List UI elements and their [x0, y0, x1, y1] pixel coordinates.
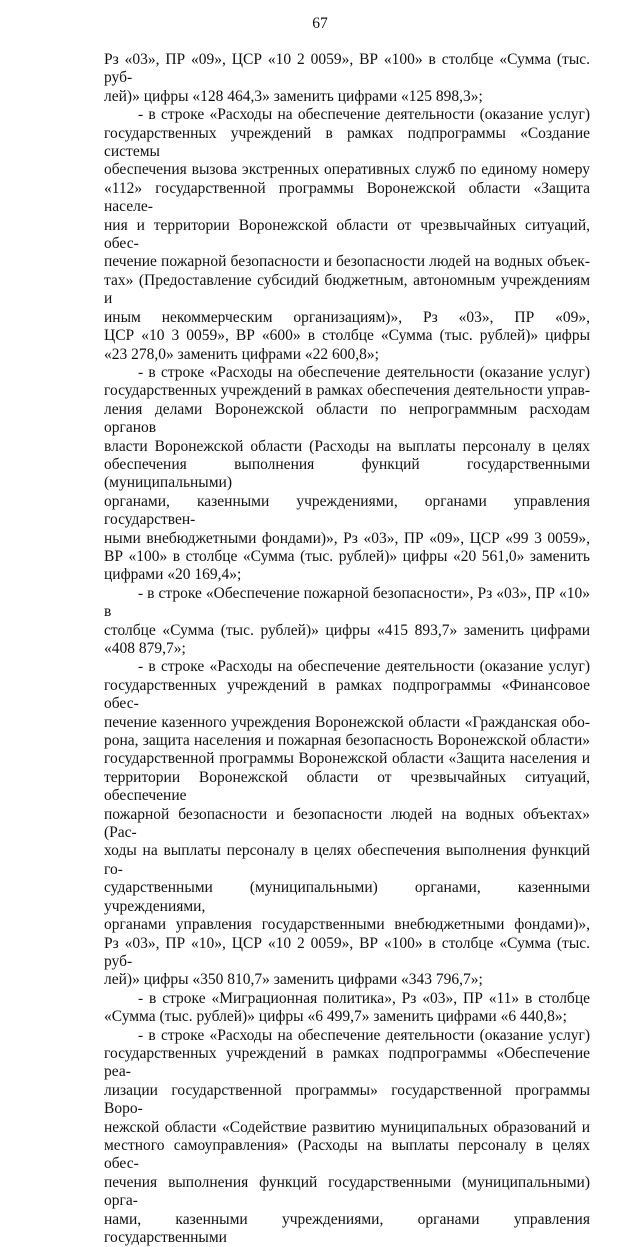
text-line: обеспечения вызова экстренных оперативных служб по единому номеру: [104, 161, 590, 179]
text-line: - в строке «Расходы на обеспечение деятельности (оказание услуг): [138, 363, 590, 381]
text-line: государственных учреждений в рамках подпрограммы «Финансовое обес-: [104, 676, 590, 713]
text-line: - в строке «Расходы на обеспечение деятельности (оказание услуг): [138, 106, 590, 124]
text-line: нами, казенными учреждениями, органами управления государственными: [104, 1210, 590, 1246]
text-line: столбце «Сумма (тыс. рублей)» цифры «415 893,7» заменить цифрами: [104, 621, 590, 639]
text-line: цифрами «20 169,4»;: [104, 566, 242, 584]
text-line: печение казенного учреждения Воронежской области «Гражданская обо-: [104, 713, 590, 731]
text-line: лей)» цифры «350 810,7» заменить цифрами «343 796,7»;: [104, 971, 483, 989]
text-line: «112» государственной программы Воронежской области «Защита населе-: [104, 179, 590, 216]
text-line: тах» (Предоставление субсидий бюджетным, автономным учреждениям и: [104, 271, 590, 308]
text-line: - в строке «Обеспечение пожарной безопасности», Рз «03», ПР «10» в: [104, 584, 590, 621]
text-line: Рз «03», ПР «10», ЦСР «10 2 0059», ВР «100» в столбце «Сумма (тыс. руб-: [104, 934, 590, 970]
text-line: органами управления государственными внебюджетными фондами)»,: [104, 916, 590, 934]
text-line: печение пожарной безопасности и безопасности людей на водных объек-: [104, 253, 590, 271]
text-line: территории Воронежской области от чрезвычайных ситуаций, обеспечение: [104, 768, 590, 805]
text-line: государственных учреждений в рамках обеспечения деятельности управ-: [104, 382, 590, 400]
text-line: обеспечения выполнения функций государственными (муниципальными): [104, 455, 590, 492]
text-line: ЦСР «10 3 0059», ВР «600» в столбце «Сумма (тыс. рублей)» цифры: [104, 327, 590, 345]
text-line: государственных учреждений в рамках подпрограммы «Обеспечение реа-: [104, 1044, 590, 1081]
text-line: власти Воронежской области (Расходы на выплаты персоналу в целях: [104, 437, 590, 455]
text-line: государственных учреждений в рамках подпрограммы «Создание системы: [104, 124, 590, 161]
text-line: - в строке «Расходы на обеспечение деятельности (оказание услуг): [138, 658, 590, 676]
text-line: лей)» цифры «128 464,3» заменить цифрами «125 898,3»;: [104, 87, 483, 105]
text-line: ходы на выплаты персоналу в целях обеспечения выполнения функций го-: [104, 842, 590, 878]
text-line: сударственными (муниципальными) органами, казенными учреждениями,: [104, 879, 590, 915]
text-line: ными внебюджетными фондами)», Рз «03», ПР «09», ЦСР «99 3 0059»,: [104, 529, 590, 547]
text-line: ления делами Воронежской области по непрограммным расходам органов: [104, 400, 590, 437]
text-line: местного самоуправления» (Расходы на выплаты персоналу в целях обес-: [104, 1136, 590, 1173]
text-line: печения выполнения функций государственными (муниципальными) орга-: [104, 1173, 590, 1210]
text-line: государственной программы Воронежской области «Защита населения и: [104, 750, 590, 768]
text-line: ния и территории Воронежской области от чрезвычайных ситуаций, обес-: [104, 216, 590, 253]
text-line: пожарной безопасности и безопасности людей на водных объектах» (Рас-: [104, 805, 590, 842]
text-line: «23 278,0» заменить цифрами «22 600,8»;: [104, 345, 379, 363]
text-line: Рз «03», ПР «09», ЦСР «10 2 0059», ВР «100» в столбце «Сумма (тыс. руб-: [104, 51, 590, 87]
text-line: рона, защита населения и пожарная безопасность Воронежской области»: [104, 732, 590, 750]
text-line: нежской области «Содействие развитию муниципальных образований и: [104, 1118, 590, 1136]
page-number: 67: [312, 15, 328, 32]
text-line: - в строке «Расходы на обеспечение деятельности (оказание услуг): [138, 1026, 590, 1044]
text-line: ВР «100» в столбце «Сумма (тыс. рублей)» цифры «20 561,0» заменить: [104, 547, 590, 565]
text-line: «408 879,7»;: [104, 640, 186, 657]
text-line: иным некоммерческим организациям)», Рз «03», ПР «09»,: [104, 308, 590, 326]
document-body: [104, 51, 590, 1247]
text-line: лизации государственной программы» государственной программы Воро-: [104, 1081, 590, 1118]
text-line: «Сумма (тыс. рублей)» цифры «6 499,7» заменить цифрами «6 440,8»;: [104, 1008, 567, 1026]
text-line: органами, казенными учреждениями, органами управления государствен-: [104, 492, 590, 529]
text-line: - в строке «Миграционная политика», Рз «03», ПР «11» в столбце: [138, 989, 590, 1007]
